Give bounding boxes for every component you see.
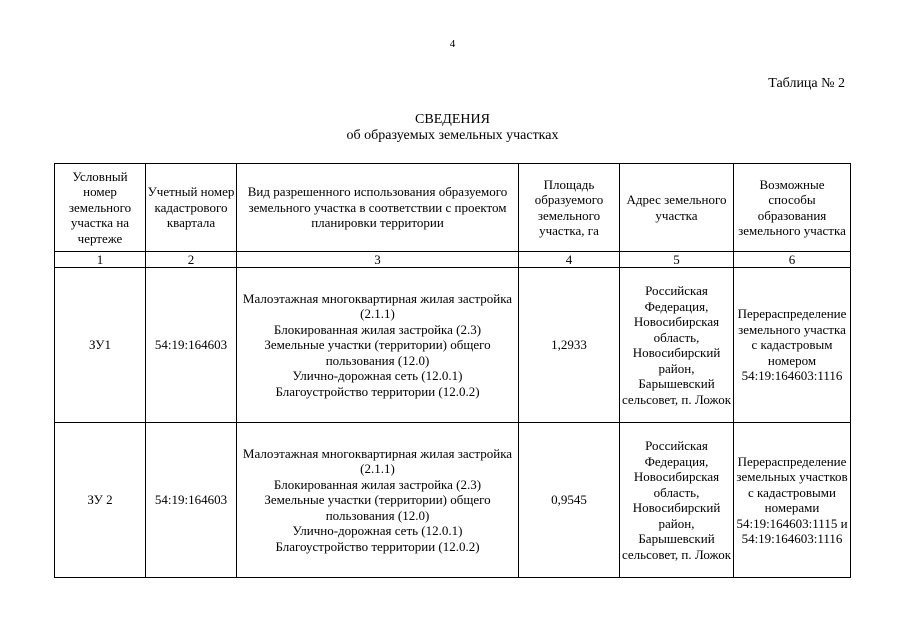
column-number: 1 [55, 252, 146, 268]
permitted-use-item: Благоустройство территории (12.0.2) [275, 383, 480, 399]
column-number: 2 [146, 252, 237, 268]
permitted-use-item: Земельные участки (территории) общего пользования (12.0) [264, 337, 491, 368]
permitted-use-item: Улично-дорожная сеть (12.0.1) [292, 368, 463, 384]
plot-id: ЗУ1 [55, 268, 146, 423]
header-plot-number: Условный номер земельного участка на чертеже [55, 164, 146, 252]
header-permitted-use: Вид разрешенного использования образуемого земельного участка в соответствии с проектом планировки территории [237, 164, 519, 252]
header-row [55, 164, 851, 252]
permitted-use-item: Малоэтажная многоквартирная жилая застройка (2.1.1) [242, 290, 513, 322]
formation-method: Перераспределение земельных участков с кадастровыми номерами 54:19:164603:1115 и 54:19:164603:1116 [734, 423, 851, 578]
page-number: 4 [449, 38, 456, 50]
permitted-use-item: Блокированная жилая застройка (2.3) [273, 321, 482, 337]
permitted-use-list [237, 423, 519, 578]
column-number: 4 [519, 252, 620, 268]
plot-address: Российская Федерация, Новосибирская область, Новосибирский район, Барышевский сельсовет, п. Ложок [620, 268, 734, 423]
header-address: Адрес земельного участка [620, 164, 734, 252]
permitted-use-item: Малоэтажная многоквартирная жилая застройка (2.1.1) [242, 445, 513, 477]
permitted-use-item: Земельные участки (территории) общего пользования (12.0) [264, 492, 491, 523]
plot-address: Российская Федерация, Новосибирская область, Новосибирский район, Барышевский сельсовет, п. Ложок [620, 423, 734, 578]
permitted-use-item: Благоустройство территории (12.0.2) [275, 538, 480, 554]
column-number: 6 [734, 252, 851, 268]
title-sub: об образуемых земельных участках [346, 128, 559, 143]
plot-area: 1,2933 [519, 268, 620, 423]
cadastral-quarter: 54:19:164603 [146, 268, 237, 423]
column-number: 3 [237, 252, 519, 268]
formation-method: Перераспределение земельного участка с кадастровым номером 54:19:164603:1116 [734, 268, 851, 423]
header-formation-method: Возможные способы образования земельного участка [734, 164, 851, 252]
header-area: Площадь образуемого земельного участка, га [519, 164, 620, 252]
permitted-use-list [237, 268, 519, 423]
document-title [0, 112, 905, 144]
permitted-use-item: Улично-дорожная сеть (12.0.1) [292, 523, 463, 539]
table-row-zu2 [55, 423, 851, 578]
column-numbers-row [55, 252, 851, 268]
land-plots-table [54, 163, 851, 578]
table-label: Таблица № 2 [768, 76, 845, 91]
column-number: 5 [620, 252, 734, 268]
header-cadastral-quarter: Учетный номер кадастрового квартала [146, 164, 237, 252]
permitted-use-item: Блокированная жилая застройка (2.3) [273, 476, 482, 492]
table-row-zu1 [55, 268, 851, 423]
plot-id: ЗУ 2 [55, 423, 146, 578]
cadastral-quarter: 54:19:164603 [146, 423, 237, 578]
plot-area: 0,9545 [519, 423, 620, 578]
title-main: СВЕДЕНИЯ [415, 112, 490, 127]
